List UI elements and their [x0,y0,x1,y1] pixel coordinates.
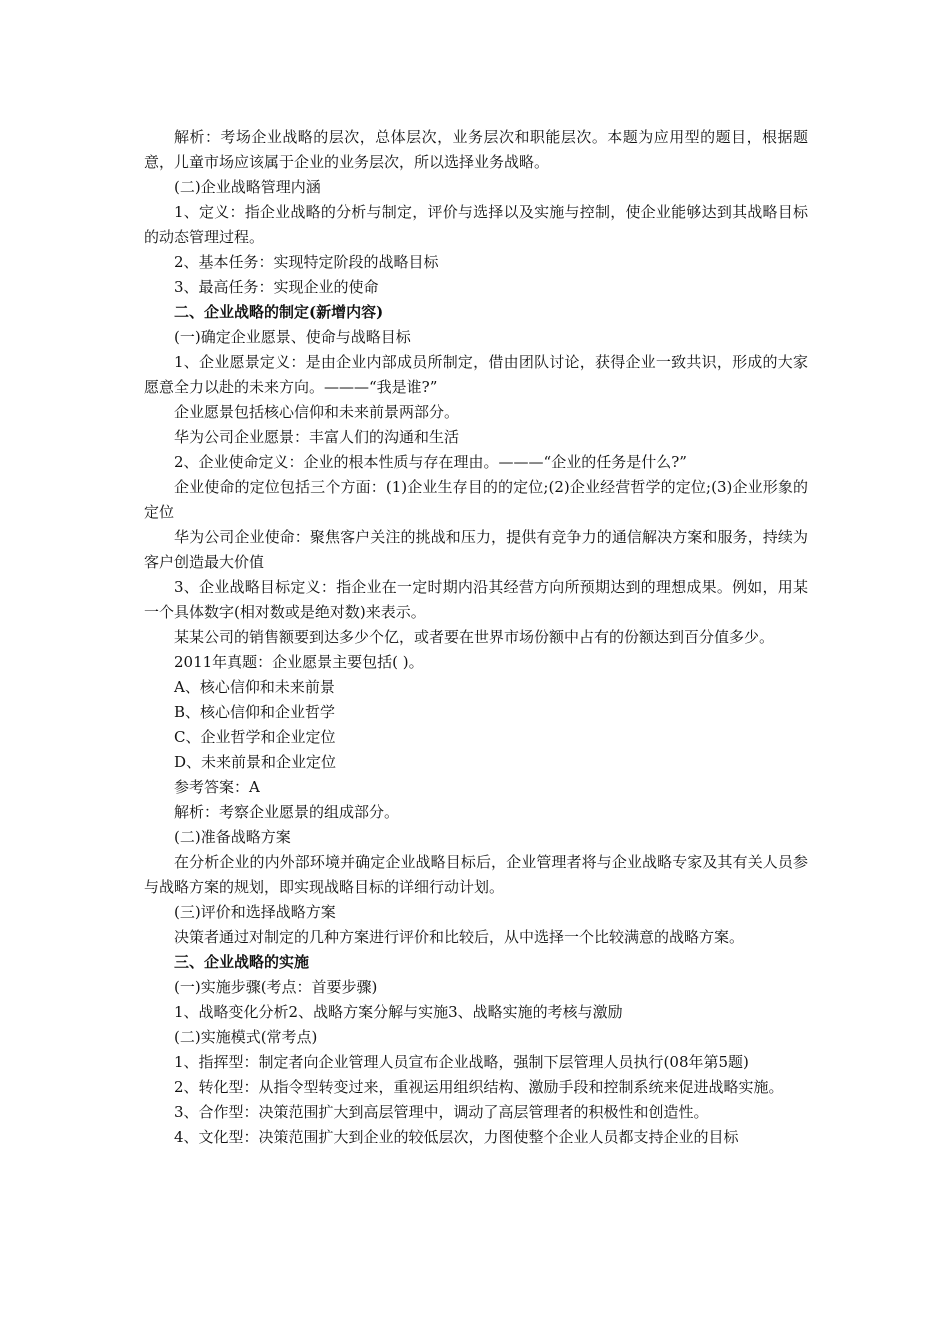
paragraph: 2011年真题：企业愿景主要包括( )。 [174,653,424,671]
document-body [144,125,808,1150]
paragraph: 2、转化型：从指令型转变过来，重视运用组织结构、激励手段和控制系统来促进战略实施。 [174,1078,784,1096]
paragraph: B、核心信仰和企业哲学 [174,703,336,721]
paragraph: 3、合作型：决策范围扩大到高层管理中，调动了高层管理者的积极性和创造性。 [174,1103,709,1121]
paragraph: 解析：考察企业愿景的组成部分。 [174,803,400,821]
paragraph: 3、最高任务：实现企业的使命 [174,278,379,296]
paragraph: 某某公司的销售额要到达多少个亿，或者要在世界市场份额中占有的份额达到百分值多少。 [174,628,775,646]
paragraph: 参考答案：A [174,778,260,796]
paragraph: 解析：考场企业战略的层次，总体层次，业务层次和职能层次。本题为应用型的题目，根据题意，儿童市场应该属于企业的业务层次，所以选择业务战略。 [144,128,808,171]
paragraph: 华为公司企业使命：聚焦客户关注的挑战和压力，提供有竞争力的通信解决方案和服务，持续为客户创造最大价值 [144,528,808,571]
paragraph: 3、企业战略目标定义：指企业在一定时期内沿其经营方向所预期达到的理想成果。例如，用某一个具体数字(相对数或是绝对数)来表示。 [144,578,808,621]
paragraph: 在分析企业的内外部环境并确定企业战略目标后，企业管理者将与企业战略专家及其有关人员参与战略方案的规划，即实现战略目标的详细行动计划。 [144,853,808,896]
paragraph: 2、企业使命定义：企业的根本性质与存在理由。———“企业的任务是什么?” [174,453,687,471]
paragraph: (一)确定企业愿景、使命与战略目标 [174,328,411,346]
paragraph: (一)实施步骤(考点：首要步骤) [174,978,378,996]
paragraph: 4、文化型：决策范围扩大到企业的较低层次，力图使整个企业人员都支持企业的目标 [174,1128,739,1146]
paragraph: 2、基本任务：实现特定阶段的战略目标 [174,253,439,271]
paragraph: 决策者通过对制定的几种方案进行评价和比较后，从中选择一个比较满意的战略方案。 [174,928,745,946]
paragraph: (三)评价和选择战略方案 [174,903,336,921]
paragraph: A、核心信仰和未来前景 [174,678,335,696]
paragraph: (二)实施模式(常考点) [174,1028,318,1046]
paragraph: (二)企业战略管理内涵 [174,178,321,196]
section-heading: 二、企业战略的制定(新增内容) [174,303,384,321]
paragraph: D、未来前景和企业定位 [174,753,337,771]
paragraph: (二)准备战略方案 [174,828,291,846]
paragraph: 1、战略变化分析2、战略方案分解与实施3、战略实施的考核与激励 [174,1003,623,1021]
paragraph: 1、指挥型：制定者向企业管理人员宣布企业战略，强制下层管理人员执行(08年第5题) [174,1053,749,1071]
paragraph: 1、企业愿景定义：是由企业内部成员所制定，借由团队讨论，获得企业一致共识，形成的大家愿意全力以赴的未来方向。———“我是谁?” [144,353,808,396]
paragraph: 华为公司企业愿景：丰富人们的沟通和生活 [174,428,460,446]
section-heading: 三、企业战略的实施 [174,953,310,971]
paragraph: 企业愿景包括核心信仰和未来前景两部分。 [174,403,460,421]
paragraph: C、企业哲学和企业定位 [174,728,336,746]
paragraph: 企业使命的定位包括三个方面：(1)企业生存目的的定位;(2)企业经营哲学的定位;(3)企业形象的定位 [144,478,808,521]
paragraph: 1、定义：指企业战略的分析与制定，评价与选择以及实施与控制，使企业能够达到其战略目标的动态管理过程。 [144,203,808,246]
